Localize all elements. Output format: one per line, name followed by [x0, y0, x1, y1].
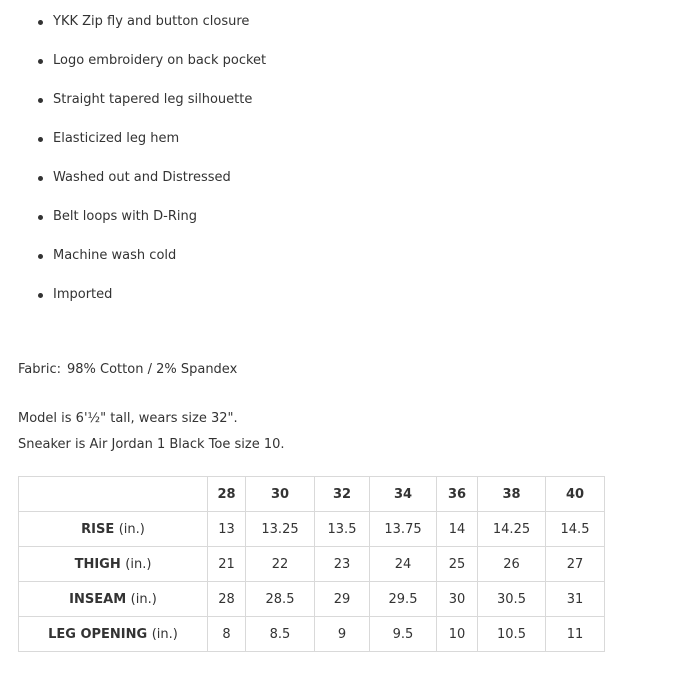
row-label	[19, 547, 208, 582]
table-cell: 13	[208, 512, 246, 547]
feature-item	[0, 247, 266, 286]
bullet-icon	[38, 293, 43, 298]
size-header: 36	[437, 477, 478, 512]
measure-name: RISE	[81, 521, 115, 537]
table-cell: 28	[208, 582, 246, 617]
table-cell: 13.75	[370, 512, 437, 547]
feature-item	[0, 52, 266, 91]
corner-cell	[19, 477, 208, 512]
fabric-value: 98% Cotton / 2% Spandex	[67, 362, 238, 377]
table-cell: 9	[315, 617, 370, 652]
bullet-icon	[38, 176, 43, 181]
table-cell: 30	[437, 582, 478, 617]
feature-text: Logo embroidery on back pocket	[53, 53, 267, 68]
table-cell: 14.5	[546, 512, 605, 547]
table-cell: 29.5	[370, 582, 437, 617]
table-cell: 30.5	[478, 582, 546, 617]
feature-text: Machine wash cold	[53, 248, 177, 263]
bullet-icon	[38, 215, 43, 220]
table-cell: 31	[546, 582, 605, 617]
row-label	[19, 582, 208, 617]
size-header: 34	[370, 477, 437, 512]
table-cell: 27	[546, 547, 605, 582]
feature-text: YKK Zip fly and button closure	[53, 14, 250, 29]
row-label	[19, 617, 208, 652]
table-cell: 25	[437, 547, 478, 582]
table-cell: 24	[370, 547, 437, 582]
feature-item	[0, 91, 266, 130]
measure-unit: (in.)	[151, 626, 178, 642]
bullet-icon	[38, 59, 43, 64]
table-cell: 9.5	[370, 617, 437, 652]
fabric-label: Fabric:	[18, 362, 61, 377]
table-cell: 13.25	[246, 512, 315, 547]
measure-unit: (in.)	[125, 556, 152, 572]
feature-item	[0, 130, 266, 169]
feature-item	[0, 13, 266, 52]
feature-item	[0, 208, 266, 247]
table-cell: 28.5	[246, 582, 315, 617]
table-cell: 14.25	[478, 512, 546, 547]
table-cell: 10.5	[478, 617, 546, 652]
feature-text: Straight tapered leg silhouette	[53, 92, 253, 107]
sneaker-info: Sneaker is Air Jordan 1 Black Toe size 10.	[18, 437, 285, 452]
feature-text: Elasticized leg hem	[53, 131, 180, 146]
measure-name: THIGH	[74, 556, 121, 572]
size-header: 40	[546, 477, 605, 512]
measure-unit: (in.)	[118, 521, 145, 537]
table-cell: 13.5	[315, 512, 370, 547]
feature-list	[0, 13, 266, 325]
feature-text: Washed out and Distressed	[53, 170, 231, 185]
model-info: Model is 6'½" tall, wears size 32".	[18, 411, 238, 426]
feature-text: Belt loops with D-Ring	[53, 209, 197, 224]
table-cell: 26	[478, 547, 546, 582]
bullet-icon	[38, 20, 43, 25]
size-chart-table	[18, 476, 605, 652]
table-cell: 14	[437, 512, 478, 547]
fabric-composition	[18, 361, 237, 379]
table-cell: 29	[315, 582, 370, 617]
measure-name: LEG OPENING	[48, 626, 148, 642]
feature-item	[0, 286, 266, 325]
measure-unit: (in.)	[130, 591, 157, 607]
table-row	[19, 547, 605, 582]
feature-text: Imported	[53, 287, 113, 302]
size-header: 38	[478, 477, 546, 512]
bullet-icon	[38, 254, 43, 259]
measure-name: INSEAM	[69, 591, 127, 607]
table-cell: 8.5	[246, 617, 315, 652]
table-cell: 10	[437, 617, 478, 652]
table-cell: 23	[315, 547, 370, 582]
table-cell: 21	[208, 547, 246, 582]
size-header: 32	[315, 477, 370, 512]
row-label	[19, 512, 208, 547]
size-header-row	[19, 477, 605, 512]
table-cell: 22	[246, 547, 315, 582]
bullet-icon	[38, 98, 43, 103]
table-cell: 11	[546, 617, 605, 652]
table-cell: 8	[208, 617, 246, 652]
size-header: 28	[208, 477, 246, 512]
feature-item	[0, 169, 266, 208]
table-row	[19, 582, 605, 617]
bullet-icon	[38, 137, 43, 142]
size-header: 30	[246, 477, 315, 512]
table-row	[19, 617, 605, 652]
table-row	[19, 512, 605, 547]
